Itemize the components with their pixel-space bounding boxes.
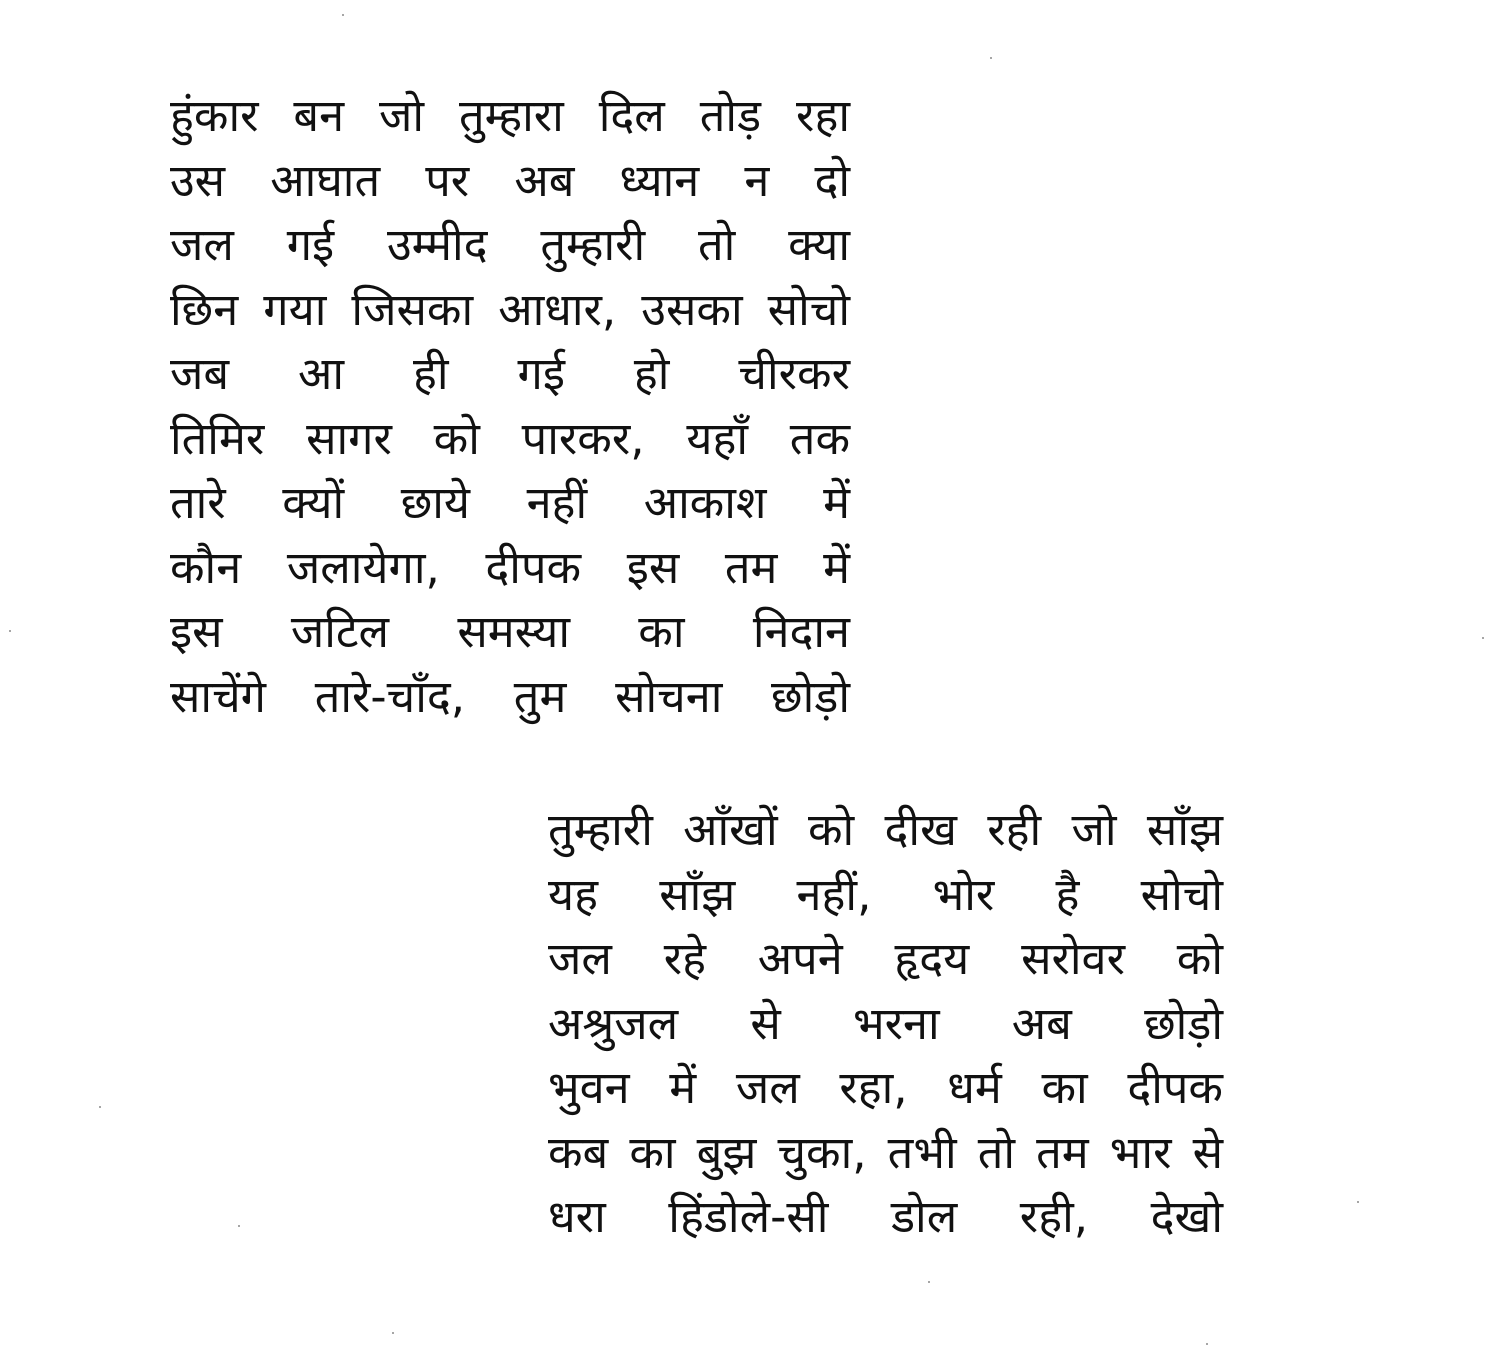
poem-line: भुवन में जल रहा, धर्म का दीपक	[548, 1061, 1223, 1114]
poem-line: इस जटिल समस्या का निदान	[170, 605, 850, 658]
poem-line: तिमिर सागर को पारकर, यहाँ तक	[170, 411, 850, 465]
poem-line: साचेंगे तारे-चाँद, तुम सोचना छोड़ो	[170, 669, 850, 723]
poem-line: तारे क्यों छाये नहीं आकाश में	[170, 476, 850, 529]
scan-speck	[9, 630, 11, 632]
scan-speck	[1482, 637, 1484, 639]
scan-speck	[99, 1106, 101, 1108]
poem-stanza-1	[170, 84, 850, 729]
scan-speck	[990, 57, 992, 59]
poem-line: जल गई उम्मीद तुम्हारी तो क्या	[170, 218, 850, 271]
poem-line: जल रहे अपने हृदय सरोवर को	[548, 932, 1223, 985]
poem-line: धरा हिंडोले-सी डोल रही, देखो	[548, 1190, 1223, 1243]
poem-line: यह साँझ नहीं, भोर है सोचो	[548, 867, 1223, 921]
scan-speck	[1206, 1343, 1208, 1345]
poem-line: छिन गया जिसका आधार, उसका सोचो	[170, 282, 850, 336]
poem-line: हुंकार बन जो तुम्हारा दिल तोड़ रहा	[170, 89, 850, 142]
poem-line: जब आ ही गई हो चीरकर	[170, 347, 850, 400]
scan-speck	[1357, 1201, 1359, 1203]
scan-speck	[342, 14, 344, 16]
poem-stanza-2	[548, 798, 1223, 1250]
scan-speck	[238, 1225, 240, 1227]
poem-line: कब का बुझ चुका, तभी तो तम भार से	[548, 1125, 1223, 1179]
poem-line: अश्रुजल से भरना अब छोड़ो	[548, 996, 1223, 1050]
scan-speck	[928, 1281, 930, 1283]
scan-speck	[392, 1332, 394, 1334]
poem-line: तुम्हारी आँखों को दीख रही जो साँझ	[548, 803, 1223, 856]
poem-line: कौन जलायेगा, दीपक इस तम में	[170, 540, 850, 594]
poem-line: उस आघात पर अब ध्यान न दो	[170, 153, 850, 207]
